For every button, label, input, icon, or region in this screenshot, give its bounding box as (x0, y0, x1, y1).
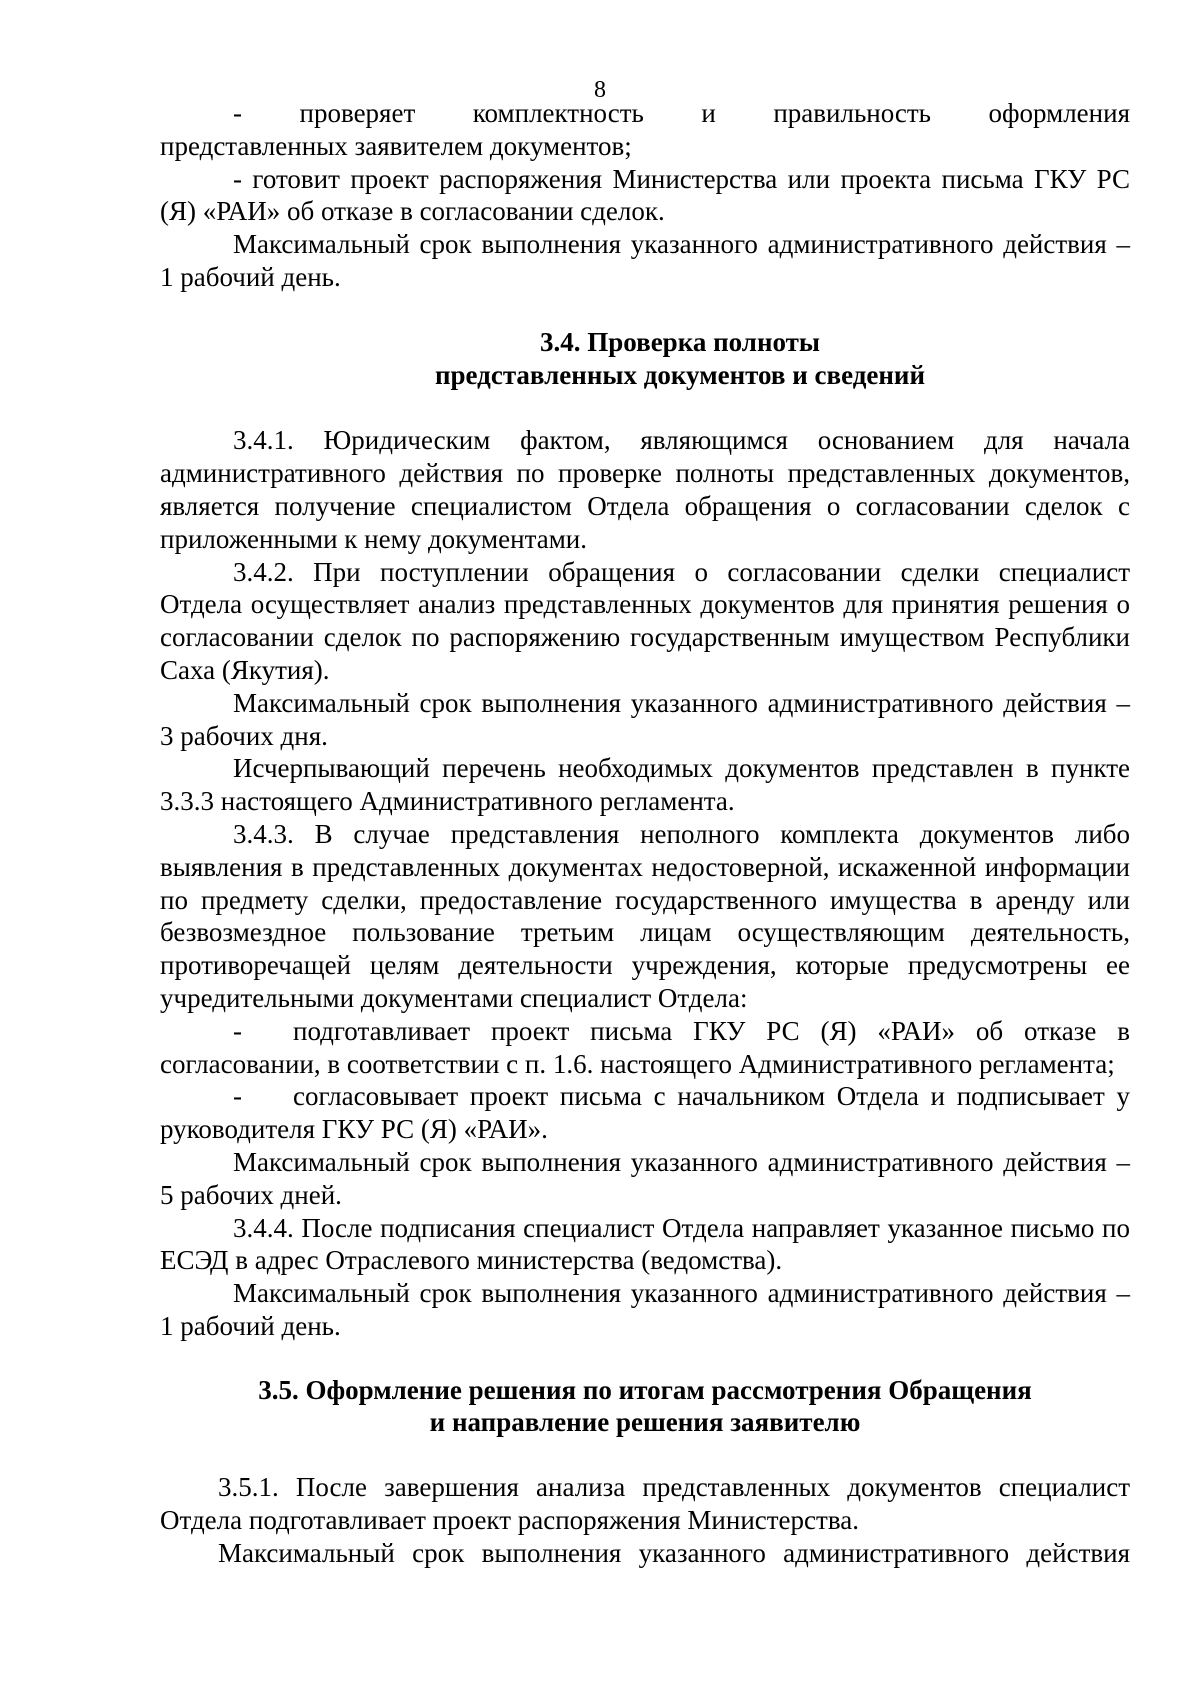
paragraph: 3.4.1. Юридическим фактом, являющимся основанием для начала административного действия по проверке полноты представленных документов, является получение специалистом Отдела обращения о согласовании сделок с приложенными к нему документами. (160, 425, 1130, 554)
list-dash: - (233, 1081, 242, 1112)
paragraph: Максимальный срок выполнения указанного административного действия – 1 рабочий день. (160, 229, 1130, 292)
list-item (160, 1080, 1130, 1146)
paragraph: представленных заявителем документов; (160, 130, 632, 161)
paragraph: Максимальный срок выполнения указанного административного действия – 3 рабочих дня. (160, 687, 1130, 751)
paragraph: 3.4.4. После подписания специалист Отдела направляет указанное письмо по ЕСЭД в адрес Отраслевого министерства (ведомства). (160, 1212, 1130, 1276)
heading-line: представленных документов и сведений (434, 359, 926, 390)
page-number: 8 (594, 77, 606, 103)
paragraph: 3.4.2. При поступлении обращения о согласовании сделки специалист Отдела осуществляет анализ представленных документов для принятия решения о согласовании сделок по распоряжению государственным имуществом Республики Саха (Якутия). (160, 556, 1130, 685)
heading-line: и направление решения заявителю (429, 1407, 861, 1438)
paragraph: Максимальный срок выполнения указанного административного действия – 1 рабочий день. (160, 1278, 1130, 1341)
paragraph: Максимальный срок выполнения указанного административного действия (218, 1537, 1130, 1568)
paragraph: Исчерпывающий перечень необходимых документов представлен в пункте 3.3.3 настоящего Административного регламента. (160, 753, 1130, 817)
paragraph: - готовит проект распоряжения Министерства или проекта письма ГКУ РС (Я) «РАИ» об отказе в согласовании сделок. (160, 163, 1130, 227)
section-heading-3-4 (160, 326, 1130, 392)
list-item-text: согласовывает проект письма с начальником Отдела и подписывает у руководителя ГКУ РС (Я) «РАИ». (160, 1081, 1130, 1145)
heading-line: 3.5. Оформление решения по итогам рассмотрения Обращения (258, 1374, 1032, 1405)
heading-line: 3.4. Проверка полноты (540, 326, 820, 357)
document-body (160, 97, 1130, 1570)
list-item (160, 1015, 1130, 1081)
section-heading-3-5 (160, 1374, 1130, 1440)
paragraph: 3.5.1. После завершения анализа представленных документов специалист Отдела подготавливает проект распоряжения Министерства. (160, 1472, 1130, 1536)
list-item-text: подготавливает проект письма ГКУ РС (Я) «РАИ» об отказе в согласовании, в соответствии с п. 1.6. настоящего Административного регламента; (160, 1015, 1130, 1079)
paragraph: Максимальный срок выполнения указанного административного действия – 5 рабочих дней. (160, 1146, 1130, 1210)
paragraph: 3.4.3. В случае представления неполного комплекта документов либо выявления в представленных документах недостоверной, искаженной информации по предмету сделки, предоставление государственного имущества в аренду или безвозмездное пользование третьим лицам осуществляющим деятельность, противоречащей целям деятельности учреждения, которые предусмотрены ее учредительными документами специалист Отдела: (160, 818, 1130, 1013)
list-dash: - (233, 1015, 242, 1046)
paragraph: - проверяет комплектность и правильность оформления (233, 98, 1130, 128)
